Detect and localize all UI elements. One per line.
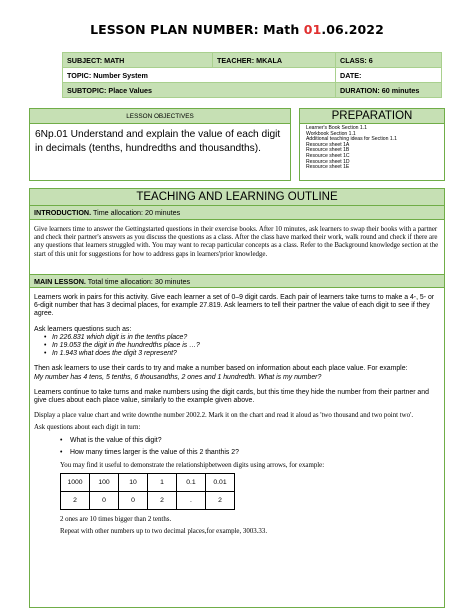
table-cell: 1000 [61,474,90,492]
lesson-objectives-box [29,108,291,181]
main-paragraph-1: Learners work in pairs for this activity. Give each learner a set of 0–9 digit cards. Each pair of learners take turns to make a 4-, 5- or 6-digit number that has 3 decimal places, for example 27.819. Ask learners to tell their partner the value of each digit to see if they agree. [34,294,435,318]
main-lesson-bar: MAIN LESSON. Total time allocation: 30 minutes [30,274,444,288]
preparation-item: Resource sheet 1B [306,147,350,154]
table-row [61,492,235,510]
topic-cell: TOPIC: Number System [63,68,336,83]
main-paragraph-2: Then ask learners to use their cards to try and make a number based on information about each place value. For example: [34,365,408,373]
main-paragraph-5: Ask questions about each digit in turn: [34,424,141,432]
subject-cell: SUBJECT: MATH [63,53,213,68]
objectives-text: 6Np.01 Understand and explain the value of each digit in decimals (tenths, hundredths and thousandths). [35,129,281,154]
question-item: • In 19.053 the digit in the hundredths place is …? [46,342,440,350]
table-cell: 2 [206,492,235,510]
digit-question-item: • What is the value of this digit? [60,437,440,445]
page-title: LESSON PLAN NUMBER: Math 01.06.2022 [90,22,384,37]
table-cell: 0 [90,492,119,510]
table-cell: 2 [148,492,177,510]
question-item: • In 226.831 which digit is in the tenths place? [46,334,440,342]
table-row [61,474,235,492]
preparation-box [299,108,445,181]
duration-cell: DURATION: 60 minutes [336,83,442,98]
table-cell: . [177,492,206,510]
main-lesson-body [30,288,444,537]
preparation-item: Resource sheet 1D [306,158,350,165]
question-list [46,334,440,359]
main-paragraph-3: Learners continue to take turns and make numbers using the digit cards, but this time they hide the number from their partner and give clues about each place value, similarly to the example given above. [34,388,429,405]
main-paragraph-2-example: My number has 4 tens, 5 tenths, 6 thousandths, 2 ones and 1 hundredth. What is my number? [34,373,322,381]
main-paragraph-7: 2 ones are 10 times bigger than 2 tenths. [60,516,172,524]
preparation-item: Resource sheet 1C [306,152,350,159]
question-item: • In 1.943 what does the digit 3 represent? [46,350,440,358]
table-cell: 0.1 [177,474,206,492]
table-cell: 10 [119,474,148,492]
teacher-cell: TEACHER: MKALA [213,53,336,68]
preparation-heading: PREPARATION [300,109,444,124]
digit-question-list [60,437,440,457]
lesson-number: 01 [303,22,322,37]
subtopic-cell: SUBTOPIC: Place Values [63,83,336,98]
preparation-item: Learner's Book Section 1.1 [306,125,368,131]
preparation-item: Additional teaching ideas for Section 1.1 [306,136,397,143]
date-cell: DATE: [336,68,442,83]
preparation-item: Resource sheet 1A [306,141,350,148]
introduction-bar: INTRODUCTION. Time allocation: 20 minutes [30,206,444,220]
ask-intro: Ask learners questions such as: [34,325,132,333]
table-cell: 2 [61,492,90,510]
main-paragraph-6: You may find it useful to demonstrate the relationshipbetween digits using arrows, for example: [60,462,325,470]
table-cell: 0 [119,492,148,510]
digit-question-item: • How many times larger is the value of this 2 thanthis 2? [60,449,440,457]
objectives-heading: LESSON OBJECTIVES [30,109,290,124]
outline-heading: TEACHING AND LEARNING OUTLINE [30,189,444,206]
teaching-outline-box [29,188,445,608]
preparation-item: Workbook Section 1.1 [306,130,356,137]
table-cell: 1 [148,474,177,492]
class-cell: CLASS: 6 [336,53,442,68]
preparation-list [300,124,444,173]
main-paragraph-4: Display a place value chart and write downthe number 2002.2. Mark it on the chart and read it aloud as 'two thousand and two point two'. [34,412,414,420]
table-cell: 0.01 [206,474,235,492]
table-cell: 100 [90,474,119,492]
main-paragraph-8: Repeat with other numbers up to two decimal places,for example, 3003.33. [60,528,268,536]
preparation-item: Resource sheet 1E [306,164,350,171]
introduction-text: Give learners time to answer the Gettingstarted questions in their exercise books. After 10 minutes, ask learners to swap their books with a partner and check their partner's answers as you discuss the questions as a class. After the class have marked their work, walk round and check if there are any questions that learners struggled with. You may want to recap particular concepts as a class. Refer to the Background knowledge section at the start of this unit for suggestions for how to address gaps in learners'prior knowledge. [34,226,439,258]
place-value-table [60,473,235,510]
lesson-header-table [62,52,442,98]
